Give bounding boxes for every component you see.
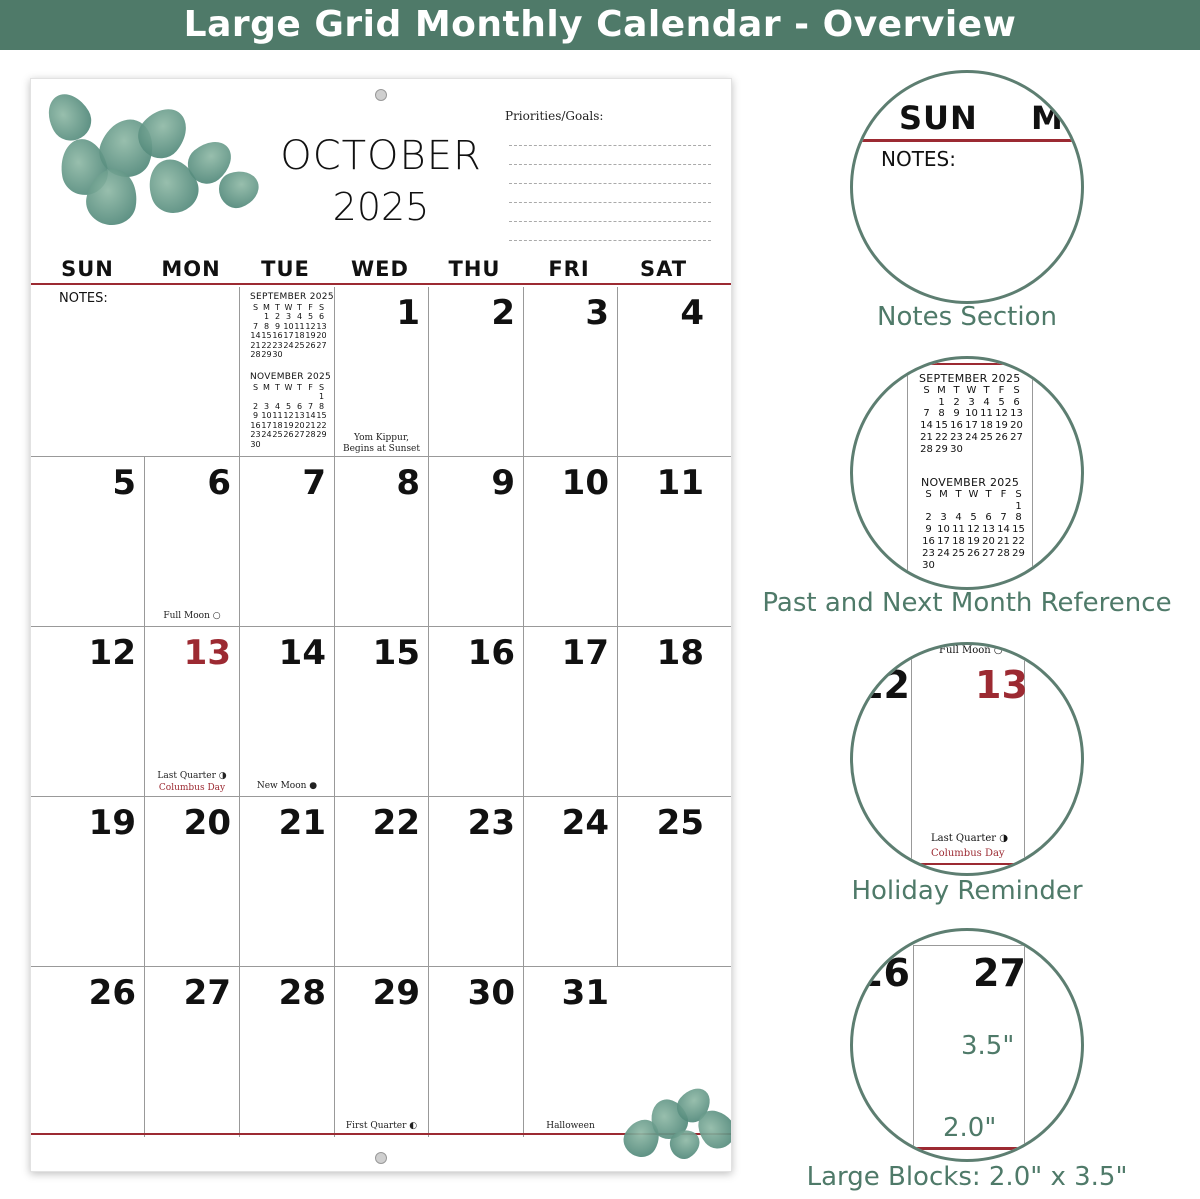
day-cell[interactable] [334,627,428,797]
mini-day: 12 [995,408,1008,420]
mini-day: 3 [968,396,975,408]
mini-day: 29 [1012,547,1025,559]
holiday-caption: Holiday Reminder [851,876,1083,906]
mini-day [981,501,996,513]
weekday-fri: FRI [548,257,590,281]
mini-day: 12 [967,524,980,536]
day-number: 31 [561,973,609,1013]
weekday-wed: WED [351,257,409,281]
notes-cell[interactable] [31,287,239,457]
month-name: OCTOBER [280,133,482,179]
mini-day-head: T [985,488,992,500]
mini-day [272,392,283,402]
mini-day-head: T [955,488,962,500]
mini-day: 17 [965,420,978,432]
mini-day: 25 [294,340,305,350]
zoom-mini-prev [919,373,1024,456]
mini-day: 6 [318,312,325,321]
zoom-prev-grid [919,385,1024,456]
day-number: 18 [656,633,704,673]
priorities-line [509,240,711,241]
mini-day: 19 [283,420,294,430]
mini-day: 22 [935,431,948,443]
zoom-block-day: 27 [973,951,1026,995]
priorities-line [509,164,711,165]
mini-day: 8 [1015,512,1022,524]
mini-day [951,501,966,513]
mini-day-head: T [297,382,302,392]
day-number: 26 [88,973,136,1013]
mini-day: 20 [982,535,995,547]
weekday-thu: THU [448,257,501,281]
mini-day: 21 [305,420,316,430]
zoom-last-quarter: Last Quarter ◑ [931,833,1008,844]
day-cell[interactable] [31,797,144,967]
mini-day: 24 [937,547,950,559]
mini-day: 23 [922,547,935,559]
week-row [31,967,732,1137]
holiday-zoom-circle [850,642,1084,876]
event-label: Halloween [546,1121,595,1131]
zoom-partial-day: 12 [857,663,910,707]
mini-day-head: W [968,488,979,500]
reference-zoom-circle [850,356,1084,590]
hanging-hole-icon [375,1152,387,1164]
mini-day-head: F [998,384,1005,396]
zoom-partial-day: 26 [857,951,910,995]
mini-day: 8 [938,408,945,420]
blocks-caption: Large Blocks: 2.0" x 3.5" [806,1162,1128,1192]
mini-day [919,397,934,409]
mini-day-head: T [275,382,280,392]
mini-day-head: M [263,382,270,392]
weekday-sat: SAT [639,257,688,281]
mini-day: 14 [250,331,261,340]
mini-day: 29 [261,350,272,359]
day-cell[interactable] [144,627,239,797]
priorities-label: Priorities/Goals: [505,109,604,123]
reference-caption: Past and Next Month Reference [762,588,1172,618]
mini-day-head: S [923,384,930,396]
mini-day: 26 [283,430,294,439]
zoom-red-rule [913,1147,1025,1150]
day-cell[interactable] [428,457,523,627]
notes-label: NOTES: [59,291,108,306]
day-cell[interactable] [239,457,334,627]
mini-day: 24 [965,431,978,443]
mini-day [294,392,305,402]
block-height-label: 3.5" [961,1031,1015,1061]
mini-day: 25 [272,430,283,439]
day-cell[interactable] [239,627,334,797]
priorities-line [509,183,711,184]
mini-day: 26 [995,431,1008,443]
day-cell[interactable] [617,627,712,797]
zoom-sun-label: SUN [899,99,978,137]
mini-day: 5 [998,396,1005,408]
mini-day [261,392,272,402]
notes-caption: Notes Section [877,302,1057,332]
day-cell[interactable] [334,457,428,627]
mini-day [936,501,951,513]
mini-day: 5 [307,312,314,321]
mini-day: 1 [318,392,325,401]
mini-day: 9 [252,411,259,420]
mini-day: 23 [250,430,261,439]
mini-day: 6 [1013,396,1020,408]
mini-day: 15 [316,411,327,420]
mini-day: 30 [272,350,283,359]
zoom-prev-title: SEPTEMBER 2025 [919,372,1021,385]
event-label: Full Moon ○ [163,611,221,621]
mini-day-head: T [297,302,302,312]
mini-prev-title: SEPTEMBER 2025 [250,292,334,302]
mini-day [283,392,294,402]
mini-day: 3 [285,312,292,321]
mini-day: 3 [263,401,270,411]
mini-day: 19 [305,331,316,340]
mini-day: 9 [274,321,281,331]
day-cell[interactable] [523,457,617,627]
event-label: Last Quarter ◑ [157,771,227,781]
day-number: 27 [183,973,231,1013]
mini-day: 17 [283,331,294,340]
day-number: 28 [278,973,326,1013]
day-cell[interactable] [334,967,428,1137]
mini-day: 19 [995,420,1008,432]
mini-day-head: T [983,384,990,396]
day-number: 3 [585,293,609,333]
mini-day [921,501,936,513]
mini-day: 11 [952,524,965,536]
mini-day: 20 [316,331,327,340]
mini-day: 16 [922,535,935,547]
mini-day: 20 [294,420,305,430]
mini-day: 22 [1012,535,1025,547]
mini-day: 4 [274,401,281,411]
day-cell[interactable] [428,797,523,967]
day-cell[interactable] [144,967,239,1137]
day-number: 14 [278,633,326,673]
mini-day: 11 [980,408,993,420]
mini-day: 11 [272,411,283,420]
mini-day [305,392,316,402]
mini-day: 8 [263,321,270,331]
day-number: 24 [561,803,609,843]
block-width-label: 2.0" [943,1113,997,1143]
mini-day-head: S [318,382,325,392]
notes-zoom-circle [850,70,1084,304]
mini-day: 5 [970,512,977,524]
day-number: 16 [467,633,515,673]
mini-day: 28 [250,350,261,359]
mini-day: 7 [1000,512,1007,524]
mini-day-head: T [953,384,960,396]
mini-day [966,501,981,513]
blocks-zoom-circle [850,928,1084,1162]
mini-day: 16 [950,420,963,432]
day-cell[interactable] [31,967,144,1137]
zoom-red-rule [911,863,1025,865]
event-label: Begins at Sunset [342,444,421,454]
mini-day: 14 [920,420,933,432]
mini-next-grid [250,383,331,450]
event-label: First Quarter ◐ [345,1121,418,1131]
day-number-holiday: 13 [183,633,231,673]
mini-day-head: M [937,384,946,396]
day-cell[interactable] [523,797,617,967]
day-cell[interactable] [144,797,239,967]
zoom-next-title: NOVEMBER 2025 [921,476,1020,489]
mini-day: 28 [997,547,1010,559]
mini-day: 29 [316,430,327,439]
mini-day: 21 [920,431,933,443]
banner-title: Large Grid Monthly Calendar - Overview [183,4,1017,45]
mini-day-head: W [284,382,293,392]
mini-day-head: S [252,382,259,392]
mini-day: 13 [982,524,995,536]
day-cell[interactable] [334,287,428,457]
day-number: 8 [396,463,420,503]
mini-day: 21 [250,340,261,350]
mini-day: 18 [952,535,965,547]
mini-day-head: T [275,302,280,312]
day-number: 20 [183,803,231,843]
mini-day: 8 [318,401,325,411]
day-cell[interactable] [617,797,712,967]
mini-day: 4 [983,396,990,408]
mini-day: 18 [980,420,993,432]
zoom-full-moon: Full Moon ○ [939,645,1003,656]
month-year: 2025 [332,185,430,229]
mini-day [996,501,1011,513]
day-number: 30 [467,973,515,1013]
mini-day: 3 [940,512,947,524]
day-number: 21 [278,803,326,843]
mini-calendar-cell [239,287,334,457]
mini-day: 24 [261,430,272,439]
mini-next-title: NOVEMBER 2025 [250,372,332,382]
mini-day: 5 [285,401,292,411]
mini-day: 14 [997,524,1010,536]
day-cell[interactable] [334,797,428,967]
mini-day: 26 [305,340,316,350]
day-cell[interactable] [428,627,523,797]
mini-day: 4 [296,312,303,321]
mini-day: 24 [283,340,294,350]
mini-day [250,312,261,322]
mini-day: 23 [950,431,963,443]
day-number: 2 [491,293,515,333]
day-cell[interactable] [31,627,144,797]
day-cell[interactable] [428,967,523,1137]
hanging-hole-icon [375,89,387,101]
mini-day: 15 [261,331,272,340]
mini-day-head: W [966,384,977,396]
mini-day: 27 [294,430,305,439]
mini-day-head: S [252,302,259,312]
mini-day: 2 [252,401,259,411]
mini-day: 17 [937,535,950,547]
mini-day: 29 [935,443,948,455]
day-number: 7 [302,463,326,503]
mini-day: 30 [922,559,935,571]
mini-day [250,392,261,402]
mini-day: 26 [967,547,980,559]
event-label: New Moon ● [256,781,318,791]
zoom-mini-next [921,477,1026,571]
mini-day: 6 [985,512,992,524]
zoom-holiday-day: 13 [975,663,1028,707]
mini-day: 2 [953,396,960,408]
mini-day: 15 [1012,524,1025,536]
zoom-next-grid [921,489,1026,572]
mini-day-head: S [1013,384,1020,396]
mini-day: 27 [1010,431,1023,443]
mini-day: 22 [316,420,327,430]
weekday-mon: MON [161,257,221,281]
day-cell[interactable] [523,287,617,457]
zoom-red-rule [853,139,1084,142]
mini-day: 12 [305,321,316,331]
day-cell[interactable] [239,781,334,967]
zoom-red-rule [907,363,1033,365]
mini-day: 17 [261,420,272,430]
week-row [31,457,732,627]
mini-day: 7 [252,321,259,331]
mini-day: 10 [965,408,978,420]
mini-day: 22 [261,340,272,350]
mini-day: 6 [296,401,303,411]
mini-day: 30 [250,439,261,449]
mini-day: 9 [925,524,932,536]
mini-day: 2 [925,512,932,524]
priorities-line [509,202,711,203]
day-number: 17 [561,633,609,673]
holiday-label: Columbus Day [158,783,226,793]
mini-day: 16 [272,331,283,340]
weekday-sun: SUN [61,257,114,281]
mini-day: 1 [938,396,945,408]
mini-day: 18 [294,331,305,340]
priorities-line [509,145,711,146]
day-cell[interactable] [523,967,617,1137]
mini-day: 25 [952,547,965,559]
mini-day-head: S [925,488,932,500]
zoom-columbus-day: Columbus Day [931,848,1005,859]
mini-day-head: S [318,302,325,312]
mini-day: 23 [272,340,283,350]
day-number: 15 [372,633,420,673]
day-number: 23 [467,803,515,843]
day-number: 25 [656,803,704,843]
weekday-tue: TUE [261,257,310,281]
day-number: 5 [112,463,136,503]
mini-day: 28 [305,430,316,439]
mini-day: 9 [953,408,960,420]
mini-day: 11 [294,321,305,331]
mini-day: 27 [982,547,995,559]
mini-day: 30 [950,443,963,455]
priorities-line [509,221,711,222]
mini-day: 13 [1010,408,1023,420]
day-number: 12 [88,633,136,673]
day-number: 19 [88,803,136,843]
mini-day: 12 [283,411,294,420]
mini-day: 13 [294,411,305,420]
mini-prev-grid [250,303,334,360]
day-number: 22 [372,803,420,843]
mini-day-head: F [1000,488,1007,500]
mini-day: 16 [250,420,261,430]
mini-day: 10 [283,321,294,331]
mini-day: 28 [920,443,933,455]
mini-day: 15 [935,420,948,432]
week-row [31,287,732,457]
mini-day: 20 [1010,420,1023,432]
event-label: Yom Kippur, [353,433,410,443]
day-cell[interactable] [617,287,712,457]
mini-day: 7 [923,408,930,420]
mini-day-head: F [308,302,313,312]
day-cell[interactable] [144,457,239,627]
week-row [31,627,732,797]
mini-day: 18 [272,420,283,430]
day-number: 9 [491,463,515,503]
mini-day: 13 [316,321,327,331]
mini-day-head: S [1015,488,1022,500]
mini-calendar-prev [250,293,334,360]
mini-day: 19 [967,535,980,547]
mini-day-head: M [263,302,270,312]
mini-day: 4 [955,512,962,524]
mini-day: 1 [1015,500,1022,512]
day-number: 10 [561,463,609,503]
mini-day-head: W [284,302,293,312]
mini-day: 2 [274,312,281,321]
day-cell[interactable] [617,457,712,627]
mini-day: 21 [997,535,1010,547]
mini-day: 10 [937,524,950,536]
weekday-header [31,257,732,285]
day-number: 4 [680,293,704,333]
day-number: 29 [372,973,420,1013]
mini-day-head: M [939,488,948,500]
mini-day: 10 [261,411,272,420]
day-number: 1 [396,293,420,333]
zoom-m-label: M [1031,99,1063,137]
day-cell[interactable] [428,287,523,457]
day-number: 6 [207,463,231,503]
calendar-sheet [30,78,732,1172]
day-cell[interactable] [31,457,144,627]
day-cell[interactable] [239,967,334,1137]
day-number: 11 [656,463,704,503]
mini-day: 25 [980,431,993,443]
mini-day-head: F [308,382,313,392]
zoom-notes-label: NOTES: [881,147,956,171]
mini-day: 7 [307,401,314,411]
mini-day: 27 [316,340,327,350]
mini-day: 14 [305,411,316,420]
day-cell[interactable] [523,627,617,797]
mini-calendar-next [250,373,331,449]
mini-day: 1 [263,312,270,321]
